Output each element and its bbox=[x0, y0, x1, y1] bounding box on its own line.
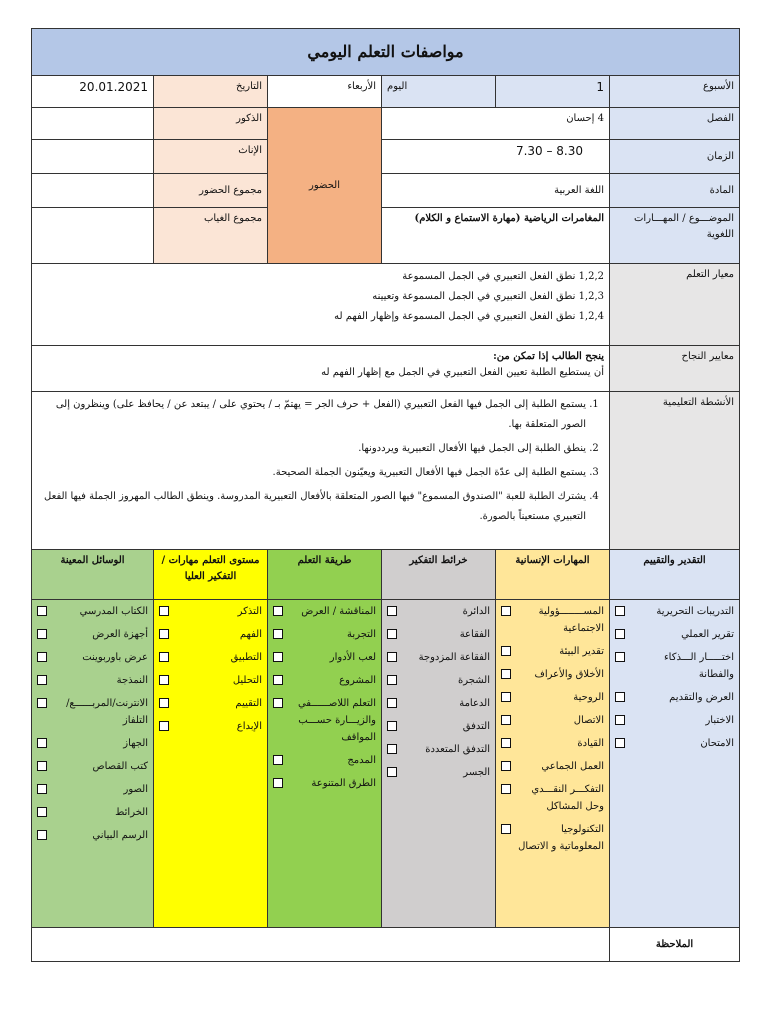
checkbox-icon[interactable] bbox=[501, 784, 511, 794]
checkbox-icon[interactable] bbox=[501, 606, 511, 616]
checklist-item-label: العمل الجماعي bbox=[541, 761, 605, 772]
checklist-item[interactable] bbox=[37, 781, 148, 798]
checkbox-icon[interactable] bbox=[159, 652, 169, 662]
checklist-item[interactable] bbox=[615, 649, 734, 683]
checkbox-icon[interactable] bbox=[387, 721, 397, 731]
checkbox-icon[interactable] bbox=[501, 669, 511, 679]
checklist-item[interactable] bbox=[37, 735, 148, 752]
checklist-item[interactable] bbox=[387, 649, 490, 666]
absent-value bbox=[32, 208, 154, 264]
checkbox-icon[interactable] bbox=[37, 629, 47, 639]
checklist-item[interactable] bbox=[273, 649, 376, 666]
week-label: الأسبوع bbox=[610, 76, 740, 108]
activity-item: 1. يستمع الطلبة إلى الجمل فيها الفعل التعبيري (الفعل + حرف الجر = يهتمّ بـ / يحتوي على / يبتعد عن / يحافظ على) وينظرون إلى الصور المتعلقة بها. bbox=[37, 395, 586, 435]
checkbox-icon[interactable] bbox=[159, 675, 169, 685]
checkbox-icon[interactable] bbox=[615, 606, 625, 616]
checklist-item[interactable] bbox=[159, 718, 262, 735]
checklist-item[interactable] bbox=[37, 672, 148, 689]
topic-label: الموضـــوع / المهـــارات اللغوية bbox=[610, 208, 740, 264]
date-label: التاريخ bbox=[154, 76, 268, 108]
checkbox-icon[interactable] bbox=[159, 721, 169, 731]
checklist-item[interactable] bbox=[37, 827, 148, 844]
checklist-item[interactable] bbox=[37, 603, 148, 620]
learning-standard-list bbox=[32, 264, 610, 346]
assessment-list bbox=[610, 600, 740, 928]
checklist-item-label: الجسر bbox=[463, 767, 491, 778]
day-value: الأربعاء bbox=[268, 76, 382, 108]
checkbox-icon[interactable] bbox=[387, 606, 397, 616]
checklist-item-label: الخرائط bbox=[115, 807, 149, 818]
checklist-item[interactable] bbox=[501, 758, 604, 775]
checklist-item-label: التقييم bbox=[235, 698, 263, 709]
subject-label: المادة bbox=[610, 174, 740, 208]
checkbox-icon[interactable] bbox=[37, 830, 47, 840]
checklist-item-label: الدائرة bbox=[462, 606, 491, 617]
checkbox-icon[interactable] bbox=[387, 675, 397, 685]
checkbox-icon[interactable] bbox=[387, 767, 397, 777]
checklist-item[interactable] bbox=[501, 735, 604, 752]
checklist-item-label: التدفق المتعددة bbox=[425, 744, 491, 755]
success-criteria-label: معايير النجاح bbox=[610, 346, 740, 392]
checklist-item[interactable] bbox=[37, 649, 148, 666]
checklist-item-label: الفقاعة bbox=[459, 629, 491, 640]
learning-standard-item: 1,2,3 نطق الفعل التعبيري في الجمل المسموعة وتعيينه bbox=[372, 291, 605, 302]
checklist-item-label: العرض والتقديم bbox=[669, 692, 735, 703]
checklist-item-label: المدمج bbox=[347, 755, 377, 766]
checklist-item[interactable] bbox=[37, 695, 148, 729]
checkbox-icon[interactable] bbox=[615, 692, 625, 702]
checklist-item[interactable] bbox=[37, 804, 148, 821]
checklist-item-label: المســــــــؤولية الاجتماعية bbox=[538, 606, 605, 634]
checklist-item[interactable] bbox=[501, 666, 604, 683]
checklist-item-label: الأخلاق والأعراف bbox=[534, 669, 605, 680]
checklist-item[interactable] bbox=[501, 643, 604, 660]
checklist-item-label: التجربة bbox=[347, 629, 377, 640]
checklist-item[interactable] bbox=[273, 775, 376, 792]
checklist-item-label: التدفق bbox=[462, 721, 491, 732]
day-label: اليوم bbox=[382, 76, 496, 108]
checklist-item-label: كتب القصاص bbox=[92, 761, 149, 772]
activities-label: الأنشطة التعليمية bbox=[610, 392, 740, 550]
checkbox-icon[interactable] bbox=[387, 744, 397, 754]
learning-standard-item: 1,2,4 نطق الفعل التعبيري في الجمل المسموعة وإظهار الفهم له bbox=[334, 311, 605, 322]
aids-header: الوسائل المعينة bbox=[32, 550, 154, 600]
checklist-item-label: الطرق المتنوعة bbox=[311, 778, 377, 789]
checkbox-icon[interactable] bbox=[501, 761, 511, 771]
checklist-item-label: الفهم bbox=[239, 629, 263, 640]
notes-label: الملاحظة bbox=[610, 928, 740, 962]
male-count-value bbox=[32, 108, 154, 140]
checklist-item-label: الجهاز bbox=[123, 738, 149, 749]
checklist-item-label: تقدير البيئة bbox=[559, 646, 605, 657]
checkbox-icon[interactable] bbox=[37, 807, 47, 817]
aids-list bbox=[32, 600, 154, 928]
checklist-item[interactable] bbox=[273, 626, 376, 643]
checkbox-icon[interactable] bbox=[273, 629, 283, 639]
thinking-maps-header: خرائط التفكير bbox=[382, 550, 496, 600]
checklist-item[interactable] bbox=[501, 712, 604, 729]
checkbox-icon[interactable] bbox=[387, 652, 397, 662]
attendance-label: الحضور bbox=[268, 108, 382, 264]
class-label: الفصل bbox=[610, 108, 740, 140]
checklist-item[interactable] bbox=[387, 672, 490, 689]
time-value: 7.30 – 8.30 bbox=[382, 140, 610, 174]
checklist-item-label: النمذجة bbox=[116, 675, 149, 686]
checkbox-icon[interactable] bbox=[615, 738, 625, 748]
checklist-item-label: الروحية bbox=[573, 692, 605, 703]
checklist-item[interactable] bbox=[501, 603, 604, 637]
checklist-item-label: التطبيق bbox=[230, 652, 263, 663]
checklist-item[interactable] bbox=[159, 672, 262, 689]
checkbox-icon[interactable] bbox=[501, 738, 511, 748]
checklist-item-label: المشروع bbox=[339, 675, 377, 686]
checklist-item[interactable] bbox=[273, 672, 376, 689]
checklist-item-label: الصور bbox=[123, 784, 149, 795]
learning-standard-label: معيار التعلم bbox=[610, 264, 740, 346]
checklist-item[interactable] bbox=[159, 695, 262, 712]
checkbox-icon[interactable] bbox=[387, 698, 397, 708]
notes-value bbox=[32, 928, 610, 962]
checklist-item[interactable] bbox=[37, 626, 148, 643]
checklist-item[interactable] bbox=[615, 712, 734, 729]
checklist-item-label: لعب الأدوار bbox=[329, 652, 377, 663]
checklist-item[interactable] bbox=[615, 603, 734, 620]
checklist-item[interactable] bbox=[273, 603, 376, 620]
checklist-item-label: الإبداع bbox=[236, 721, 263, 732]
hots-header: مستوى التعلم مهارات / التفكير العليا bbox=[154, 550, 268, 600]
activities-list bbox=[37, 395, 604, 527]
activity-item: 2. ينطق الطلبة إلى الجمل فيها الأفعال التعبيرية ويرددونها. bbox=[37, 439, 586, 459]
activity-item: 3. يستمع الطلبة إلى عدّة الجمل فيها الأفعال التعبيرية ويعيّنون الجملة الصحيحة. bbox=[37, 463, 586, 483]
checklist-item[interactable] bbox=[387, 603, 490, 620]
checkbox-icon[interactable] bbox=[273, 778, 283, 788]
checkbox-icon[interactable] bbox=[273, 652, 283, 662]
checkbox-icon[interactable] bbox=[501, 715, 511, 725]
checklist-item-label: التدريبات التحريرية bbox=[656, 606, 735, 617]
lesson-plan-table bbox=[31, 28, 740, 962]
checklist-item[interactable] bbox=[501, 781, 604, 815]
checklist-item[interactable] bbox=[615, 735, 734, 752]
checkbox-icon[interactable] bbox=[615, 629, 625, 639]
time-label: الزمان bbox=[610, 140, 740, 174]
method-header: طريقة التعلم bbox=[268, 550, 382, 600]
absent-label: مجموع الغياب bbox=[154, 208, 268, 264]
checklist-item-label: الاتصال bbox=[573, 715, 605, 726]
checklist-item[interactable] bbox=[501, 689, 604, 706]
female-count-label: الإناث bbox=[154, 140, 268, 174]
checklist-item-label: عرض باوربوينت bbox=[82, 652, 149, 663]
checklist-item[interactable] bbox=[387, 741, 490, 758]
page-title: مواصفات التعلم اليومي bbox=[32, 29, 740, 76]
checklist-item-label: الفقاعة المزدوجة bbox=[418, 652, 491, 663]
checklist-item-label: اختـــــار الـــذكاء والفطانة bbox=[663, 652, 735, 680]
class-value: 4 إحسان bbox=[382, 108, 610, 140]
checklist-item-label: الكتاب المدرسي bbox=[79, 606, 149, 617]
checkbox-icon[interactable] bbox=[615, 715, 625, 725]
checklist-item[interactable] bbox=[159, 649, 262, 666]
checklist-item-label: الامتحان bbox=[700, 738, 735, 749]
checklist-item-label: أجهزة العرض bbox=[92, 629, 149, 640]
subject-value: اللغة العربية bbox=[382, 174, 610, 208]
checkbox-icon[interactable] bbox=[615, 652, 625, 662]
checkbox-icon[interactable] bbox=[273, 698, 283, 708]
checklist-item-label: الشجرة bbox=[458, 675, 491, 686]
checklist-item[interactable] bbox=[387, 718, 490, 735]
learning-standard-item: 1,2,2 نطق الفعل التعبيري في الجمل المسموعة bbox=[402, 271, 605, 282]
checkbox-icon[interactable] bbox=[387, 629, 397, 639]
values-header: المهارات الإنسانية bbox=[496, 550, 610, 600]
checkbox-icon[interactable] bbox=[159, 606, 169, 616]
checklist-item-label: التعلم اللاصــــــفي والزيـــارة حســـب المواقف bbox=[297, 698, 377, 743]
checkbox-icon[interactable] bbox=[501, 646, 511, 656]
checkbox-icon[interactable] bbox=[501, 692, 511, 702]
activity-item: 4. يشترك الطلبة للعبة "الصندوق المسموع" فيها الصور المتعلقة بالأفعال التعبيرية المدروسة. وينطق الطالب المهروز الجملة فيها الفعل التعبيري مستعيناً بالصورة. bbox=[37, 487, 586, 527]
checklist-item-label: التكنولوجيا المعلوماتية و الاتصال bbox=[518, 824, 605, 852]
date-value: 20.01.2021 bbox=[32, 76, 154, 108]
total-attendance-label: مجموع الحضور bbox=[154, 174, 268, 208]
checkbox-icon[interactable] bbox=[37, 738, 47, 748]
checkbox-icon[interactable] bbox=[273, 755, 283, 765]
checklist-item[interactable] bbox=[615, 626, 734, 643]
checklist-item-label: التذكر bbox=[237, 606, 263, 617]
assessment-header: التقدير والتقييم bbox=[610, 550, 740, 600]
checklist-item[interactable] bbox=[159, 603, 262, 620]
checklist-item[interactable] bbox=[387, 764, 490, 781]
values-list bbox=[496, 600, 610, 928]
checklist-item[interactable] bbox=[273, 695, 376, 746]
checklist-item-label: تقرير العملي bbox=[681, 629, 735, 640]
checklist-item[interactable] bbox=[159, 626, 262, 643]
total-attendance-value bbox=[32, 174, 154, 208]
checklist-item[interactable] bbox=[501, 821, 604, 855]
thinking-maps-list bbox=[382, 600, 496, 928]
checkbox-icon[interactable] bbox=[273, 606, 283, 616]
checkbox-icon[interactable] bbox=[159, 629, 169, 639]
male-count-label: الذكور bbox=[154, 108, 268, 140]
checklist-item-label: التفكـــر النقـــدي وحل المشاكل bbox=[531, 784, 605, 812]
checkbox-icon[interactable] bbox=[37, 698, 47, 708]
checklist-item-label: المناقشة / العرض bbox=[301, 606, 377, 617]
female-count-value bbox=[32, 140, 154, 174]
method-list bbox=[268, 600, 382, 928]
topic-value: المغامرات الرياضية (مهارة الاستماع و الكلام) bbox=[382, 208, 610, 264]
activities-cell bbox=[32, 392, 610, 550]
checklist-item-label: التحليل bbox=[232, 675, 263, 686]
checklist-item[interactable] bbox=[387, 695, 490, 712]
checkbox-icon[interactable] bbox=[159, 698, 169, 708]
checklist-item[interactable] bbox=[387, 626, 490, 643]
checkbox-icon[interactable] bbox=[273, 675, 283, 685]
checklist-item-label: الدعامة bbox=[459, 698, 491, 709]
checklist-item[interactable] bbox=[273, 752, 376, 769]
success-criteria-heading: ينجح الطالب إذا تمكن من: bbox=[493, 351, 605, 362]
hots-list bbox=[154, 600, 268, 928]
checkbox-icon[interactable] bbox=[37, 652, 47, 662]
week-value: 1 bbox=[496, 76, 610, 108]
checkbox-icon[interactable] bbox=[37, 606, 47, 616]
checkbox-icon[interactable] bbox=[501, 824, 511, 834]
checklist-item-label: الانترنت/المربــــــع/ التلفاز bbox=[66, 698, 149, 726]
checklist-item-label: الاختبار bbox=[705, 715, 735, 726]
checklist-item[interactable] bbox=[615, 689, 734, 706]
success-criteria-text: أن يستطيع الطلبة تعيين الفعل التعبيري في الجمل مع إظهار الفهم له bbox=[321, 367, 605, 378]
checkbox-icon[interactable] bbox=[37, 784, 47, 794]
checklist-item-label: الرسم البياني bbox=[92, 830, 149, 841]
lesson-plan-sheet bbox=[31, 28, 739, 972]
checklist-item-label: القيادة bbox=[577, 738, 605, 749]
checkbox-icon[interactable] bbox=[37, 675, 47, 685]
checkbox-icon[interactable] bbox=[37, 761, 47, 771]
success-criteria-cell bbox=[32, 346, 610, 392]
checklist-item[interactable] bbox=[37, 758, 148, 775]
